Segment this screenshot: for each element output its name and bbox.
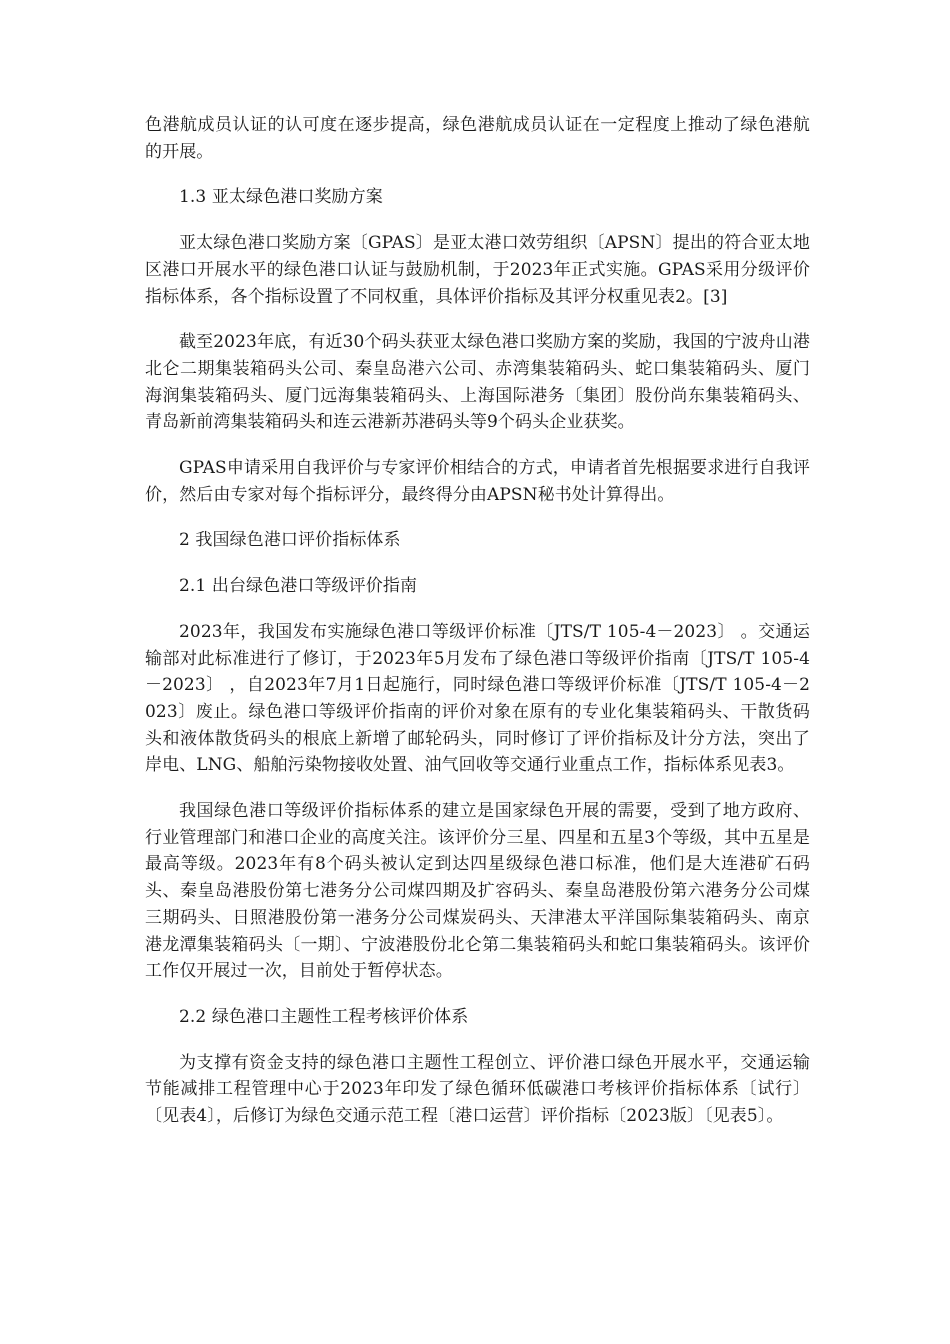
paragraph-gpas-overview: 亚太绿色港口奖励方案〔GPAS〕是亚太港口效劳组织〔APSN〕提出的符合亚太地区港口开展水平的绿色港口认证与鼓励机制，于2023年正式实施。GPAS采用分级评价指标体系，各个指标设置了不同权重，具体评价指标及其评分权重见表2。[3]	[145, 233, 810, 307]
document-page	[145, 112, 810, 1149]
paragraph-thematic-project: 为支撑有资金支持的绿色港口主题性工程创立、评价港口绿色开展水平，交通运输节能减排工程管理中心于2023年印发了绿色循环低碳港口考核评价指标体系〔试行〕〔见表4〕，后修订为绿色交通示范工程〔港口运营〕评价指标〔2023版〕〔见表5〕。	[145, 1052, 810, 1127]
section-heading-2-2: 2.2 绿色港口主题性工程考核评价体系	[179, 1006, 469, 1027]
paragraph-gpas-awards: 截至2023年底，有近30个码头获亚太绿色港口奖励方案的奖励，我国的宁波舟山港北仑二期集装箱码头公司、秦皇岛港六公司、赤湾集装箱码头、蛇口集装箱码头、厦门海润集装箱码头、厦门远海集装箱码头、上海国际港务〔集团〕股份尚东集装箱码头、青岛新前湾集装箱码头和连云港新苏港码头等9个码头企业获奖。	[145, 332, 810, 433]
paragraph-grading-system: 我国绿色港口等级评价指标体系的建立是国家绿色开展的需要，受到了地方政府、行业管理部门和港口企业的高度关注。该评价分三星、四星和五星3个等级，其中五星是最高等级。2023年有8个码头被认定到达四星级绿色港口标准，他们是大连港矿石码头、秦皇岛港股份第七港务分公司煤四期及扩容码头、秦皇岛港股份第六港务分公司煤三期码头、日照港股份第一港务分公司煤炭码头、天津港太平洋国际集装箱码头、南京港龙潭集装箱码头〔一期〕、宁波港股份北仑第二集装箱码头和蛇口集装箱码头。该评价工作仅开展过一次，目前处于暂停状态。	[145, 801, 810, 982]
paragraph-grading-guide: 2023年，我国发布实施绿色港口等级评价标准〔JTS/T 105-4－2023〕 。交通运输部对此标准进行了修订，于2023年5月发布了绿色港口等级评价指南〔JTS/T 105-4－2023〕 ，自2023年7月1日起施行，同时绿色港口等级评价标准〔JTS/T 105-4－2023〕废止。绿色港口等级评价指南的评价对象在原有的专业化集装箱码头、干散货码头和液体散货码头的根底上新增了邮轮码头，同时修订了评价指标及计分方法，突出了岸电、LNG、船舶污染物接收处置、油气回收等交通行业重点工作，指标体系见表3。	[145, 621, 810, 776]
section-heading-2: 2 我国绿色港口评价指标体系	[179, 530, 401, 551]
paragraph-intro-continuation: 色港航成员认证的认可度在逐步提高，绿色港航成员认证在一定程度上推动了绿色港航的开展。	[145, 115, 810, 162]
section-heading-2-1: 2.1 出台绿色港口等级评价指南	[179, 576, 418, 597]
paragraph-gpas-application: GPAS申请采用自我评价与专家评价相结合的方式，申请者首先根据要求进行自我评价，然后由专家对每个指标评分，最终得分由APSN秘书处计算得出。	[145, 458, 810, 505]
section-heading-1-3: 1.3 亚太绿色港口奖励方案	[179, 187, 383, 208]
